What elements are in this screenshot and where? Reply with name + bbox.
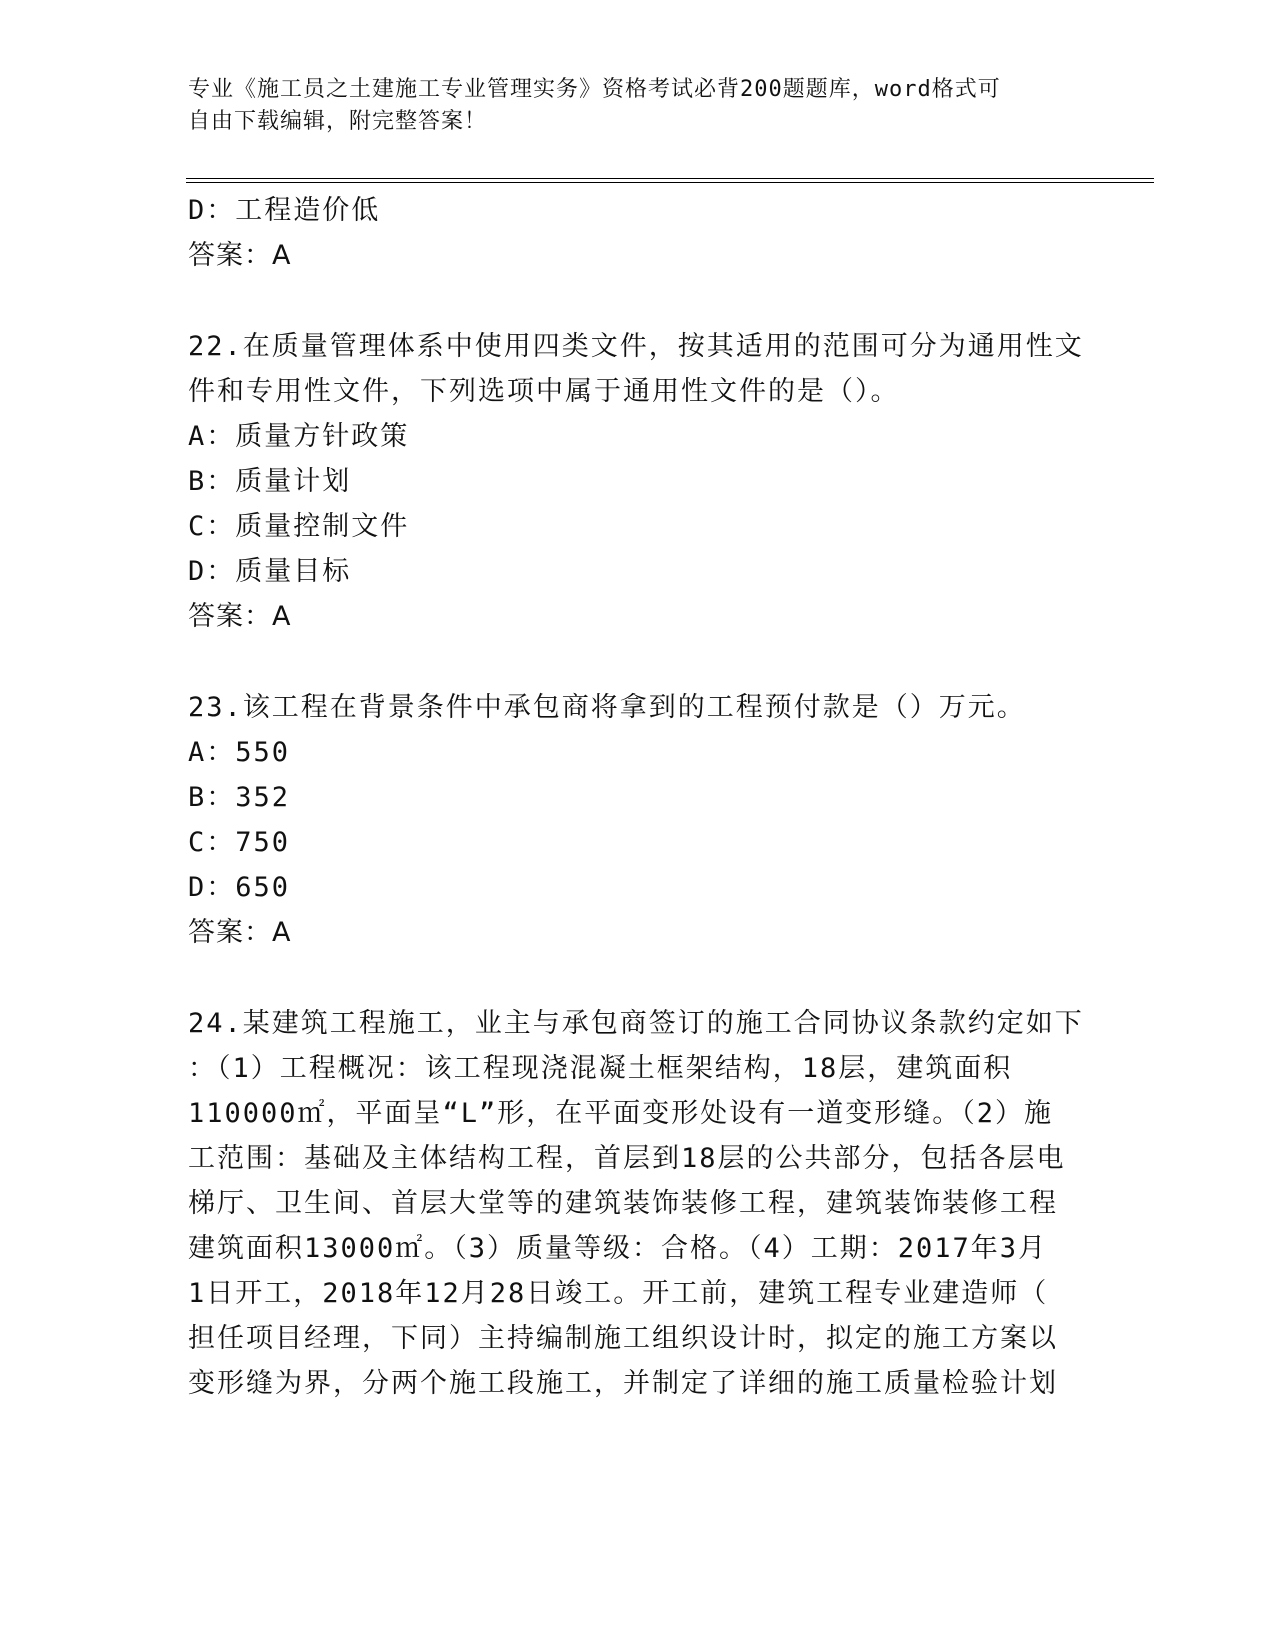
question-stem: 梯厅、卫生间、首层大堂等的建筑装饰装修工程，建筑装饰装修工程 — [188, 1188, 1058, 1219]
question-stem: ：（1）工程概况：该工程现浇混凝土框架结构，18层，建筑面积 — [188, 1053, 1013, 1084]
option-a: A：质量方针政策 — [188, 421, 410, 452]
option-d: D：650 — [188, 872, 291, 903]
option-d: D：工程造价低 — [188, 195, 381, 226]
option-b: B：质量计划 — [188, 466, 352, 497]
document-header — [188, 74, 1068, 138]
header-line: 专业《施工员之土建施工专业管理实务》资格考试必背200题题库，word格式可 — [188, 77, 1001, 102]
question-stem: 24.某建筑工程施工，业主与承包商签订的施工合同协议条款约定如下 — [188, 1008, 1084, 1039]
document-body — [188, 188, 1088, 1406]
option-c: C：质量控制文件 — [188, 511, 410, 542]
header-divider — [186, 178, 1154, 183]
answer: 答案：A — [188, 601, 292, 632]
option-a: A：550 — [188, 737, 291, 768]
question-stem: 1日开工，2018年12月28日竣工。开工前，建筑工程专业建造师（ — [188, 1278, 1049, 1309]
question-stem: 建筑面积13000㎡。（3）质量等级：合格。（4）工期：2017年3月 — [188, 1233, 1048, 1264]
answer: 答案：A — [188, 240, 292, 271]
question-stem: 22.在质量管理体系中使用四类文件，按其适用的范围可分为通用性文 — [188, 331, 1084, 362]
option-c: C：750 — [188, 827, 291, 858]
question-stem: 件和专用性文件，下列选项中属于通用性文件的是（）。 — [188, 376, 900, 407]
spacer — [188, 278, 1088, 324]
spacer — [188, 955, 1088, 1001]
answer: 答案：A — [188, 917, 292, 948]
question-stem: 110000㎡，平面呈“L”形，在平面变形处设有一道变形缝。（2）施 — [188, 1098, 1054, 1129]
header-line: 自由下载编辑，附完整答案！ — [188, 109, 488, 134]
question-stem: 工范围：基础及主体结构工程，首层到18层的公共部分，包括各层电 — [188, 1143, 1066, 1174]
option-d: D：质量目标 — [188, 556, 352, 587]
question-stem: 担任项目经理，下同）主持编制施工组织设计时，拟定的施工方案以 — [188, 1323, 1058, 1354]
question-stem: 变形缝为界，分两个施工段施工，并制定了详细的施工质量检验计划 — [188, 1368, 1058, 1399]
question-stem: 23.该工程在背景条件中承包商将拿到的工程预付款是（）万元。 — [188, 692, 1026, 723]
spacer — [188, 639, 1088, 685]
option-b: B：352 — [188, 782, 291, 813]
